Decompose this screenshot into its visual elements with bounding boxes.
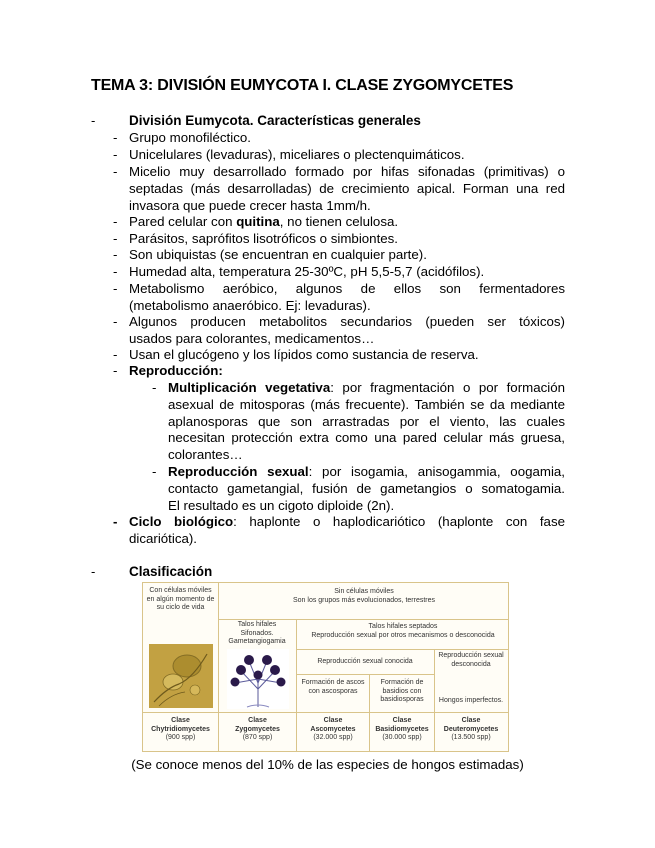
text-line: Algunos producen metabolitos secundarios (pueden ser tóxicos) xyxy=(129,314,565,329)
item-text xyxy=(168,464,565,514)
item-text xyxy=(129,164,565,214)
bullet-dash: - xyxy=(113,231,118,246)
class-name: Ascomycetes xyxy=(310,725,356,733)
text-line: (metabolismo anaeróbico. Ej: levaduras). xyxy=(129,297,371,313)
bullet-dash: - xyxy=(113,347,118,362)
class-label: Clase xyxy=(171,717,190,724)
item-text xyxy=(129,363,565,380)
bullet-dash: - xyxy=(113,147,118,162)
bullet-dash: - xyxy=(152,380,157,395)
header-sin-moviles-line1: Sin células móviles xyxy=(334,588,394,595)
class-chytridiomycetes xyxy=(145,717,216,743)
item-text xyxy=(129,214,565,231)
text-line: septadas (más desarrolladas) de crecimiento apical. Forman una red xyxy=(129,180,565,196)
cell-hongos-imperfectos: Hongos imperfectos. xyxy=(438,697,504,704)
item-text: Grupo monofiléctico. xyxy=(129,130,251,145)
bullet-dash: - xyxy=(113,514,118,529)
text-post: , no tienen celulosa. xyxy=(279,214,399,229)
text-line: Metabolismo aeróbico, algunos de ellos son fermentadores xyxy=(129,281,565,296)
bold-term: Reproducción sexual xyxy=(168,464,309,479)
bullet-dash: - xyxy=(113,264,118,279)
class-count: (32.000 spp) xyxy=(313,734,353,742)
text-line: asexual de mitosporas (más frecuente). También se da mediante xyxy=(168,396,565,412)
header-sin-moviles-line2: Son los grupos más evolucionados, terrestres xyxy=(292,596,436,604)
bullet-dash: - xyxy=(113,314,118,329)
item-text xyxy=(129,314,565,348)
text-line: Micelio muy desarrollado formado por hifas sifonadas (primitivas) o xyxy=(129,164,565,179)
text-line-part: : por fragmentación o por formación xyxy=(330,380,565,395)
header-sin-moviles xyxy=(220,588,508,605)
bullet-dash: - xyxy=(113,281,118,296)
class-count: (900 spp) xyxy=(165,734,196,742)
item-text: Parásitos, saprófitos lisotróficos o simbiontes. xyxy=(129,231,399,246)
item-text xyxy=(129,281,565,315)
text-line: aplanosporas que son arrastradas por el viento, las cuales xyxy=(168,413,565,429)
text-line: usados para colorantes, medicamentos… xyxy=(129,330,375,346)
text-line: El resultado es un cigoto diploide (2n). xyxy=(168,497,395,513)
text-line: contacto gametangial, fusión de gametangios o somatogamia. xyxy=(168,480,565,496)
class-basidiomycetes xyxy=(371,717,433,743)
header-hifales-septados xyxy=(298,623,508,640)
bullet-dash: - xyxy=(113,164,118,179)
section-heading-generales: División Eumycota. Características generales xyxy=(129,113,421,128)
class-count: (30.000 spp) xyxy=(382,734,422,742)
cell-ascos: Formación de ascos con ascosporas xyxy=(301,679,365,695)
text-line: colorantes… xyxy=(168,447,243,463)
class-ascomycetes xyxy=(298,717,368,743)
header-repro-conocida: Reproducción sexual conocida xyxy=(317,658,413,665)
header-repro-desconocida: Reproducción sexual desconocida xyxy=(438,652,504,668)
bullet-dash: - xyxy=(113,130,118,145)
text-pre: Pared celular con xyxy=(129,214,237,229)
text-line xyxy=(168,380,565,397)
zygomycetes-sporangia-image xyxy=(227,649,289,709)
text-line xyxy=(168,464,565,481)
class-name: Basidiomycetes xyxy=(375,725,429,733)
header-hifales-septados-line1: Talos hifales septados xyxy=(368,623,438,630)
bullet-dash: - xyxy=(113,247,118,262)
item-text: Son ubiquistas (se encuentran en cualquier parte). xyxy=(129,247,427,262)
text-line: necesitan protección extra como una pared celular más gruesa, xyxy=(168,430,565,446)
item-text xyxy=(129,514,565,548)
class-count: (13.500 spp) xyxy=(451,734,491,742)
text-line-part: : haplonte o haplodicariótico (haplonte con fase xyxy=(233,514,565,529)
section-dash: - xyxy=(91,113,96,128)
class-name: Zygomycetes xyxy=(235,725,280,733)
bold-term: quitina xyxy=(236,214,280,229)
bullet-dash: - xyxy=(152,464,157,479)
class-label: Clase xyxy=(323,717,343,724)
class-name: Chytridiomycetes xyxy=(151,725,210,733)
class-count: (870 spp) xyxy=(242,734,273,742)
text-line xyxy=(129,514,565,531)
section-heading-clasificacion: Clasificación xyxy=(129,564,213,579)
bold-term: Ciclo biológico xyxy=(129,514,234,529)
class-name: Deuteromycetes xyxy=(443,725,499,733)
item-text xyxy=(168,380,565,464)
bullet-dash: - xyxy=(113,363,118,378)
text-line-part: : por isogamia, anisogammia, oogamia, xyxy=(308,464,566,479)
table-caption: (Se conoce menos del 10% de las especies de hongos estimadas) xyxy=(131,757,524,772)
text-line: invasora que puede crecer hasta 1mm/h. xyxy=(129,197,371,213)
class-deuteromycetes xyxy=(436,717,506,743)
text-line: dicariótica). xyxy=(129,530,197,546)
classification-table xyxy=(142,582,509,752)
chytridiomycetes-micrograph-image xyxy=(149,644,213,708)
header-hifales-sifonados: Talos hifales Sifonados. Gametangiogamia xyxy=(228,621,286,646)
bullet-dash: - xyxy=(113,214,118,229)
item-text: Humedad alta, temperatura 25-30ºC, pH 5,5-5,7 (acidófilos). xyxy=(129,264,485,279)
section-dash: - xyxy=(91,564,96,579)
class-label: Clase xyxy=(392,717,412,724)
cell-basidios: Formación de basidios con basidiosporas xyxy=(380,679,424,704)
class-zygomycetes xyxy=(220,717,295,743)
item-text: Usan el glucógeno y los lípidos como sustancia de reserva. xyxy=(129,347,479,362)
class-label: Clase xyxy=(461,717,481,724)
item-text: Unicelulares (levaduras), miceliares o plectenquimáticos. xyxy=(129,147,465,162)
class-label: Clase xyxy=(248,717,267,724)
bold-term: Reproducción: xyxy=(129,363,223,378)
header-hifales-septados-line2: Reproducción sexual por otros mecanismos o desconocida xyxy=(311,631,495,639)
bold-term: Multiplicación vegetativa xyxy=(168,380,331,395)
page-title: TEMA 3: DIVISIÓN EUMYCOTA I. CLASE ZYGOMYCETES xyxy=(91,77,514,94)
header-moviles: Con células móviles en algún momento de su ciclo de vida xyxy=(146,587,215,612)
